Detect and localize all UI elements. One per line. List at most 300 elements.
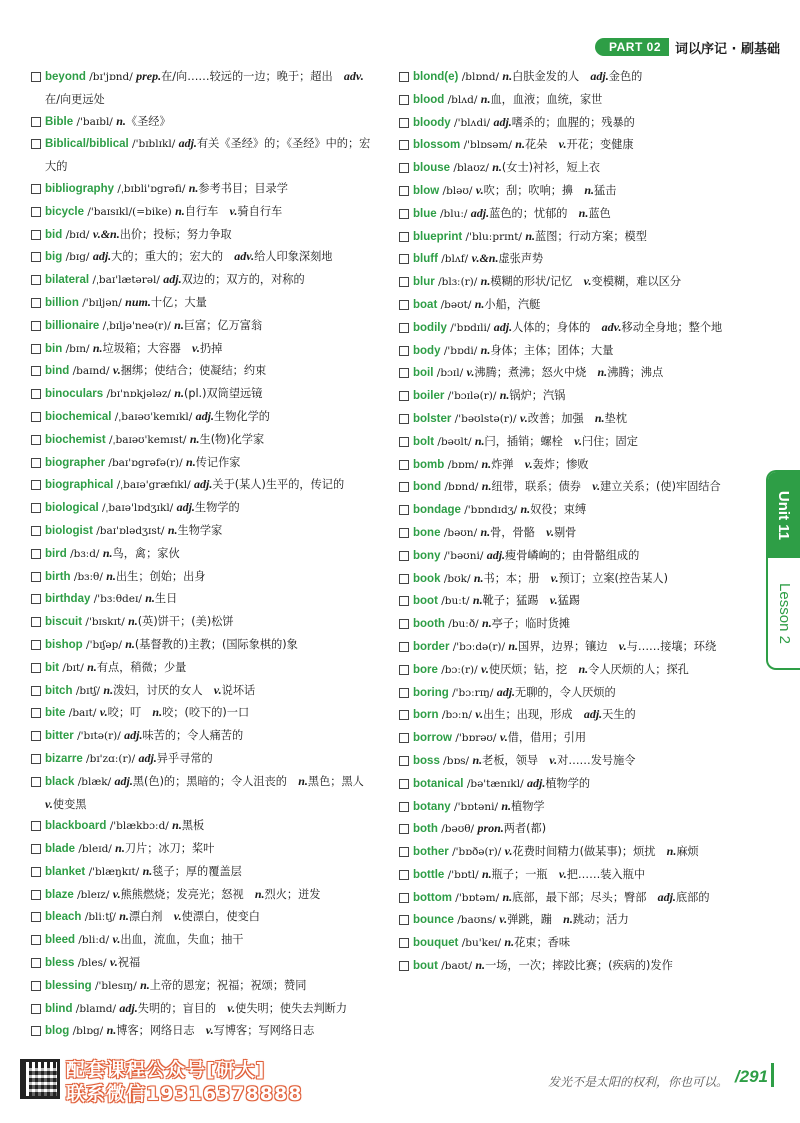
- entry-phonetic: /bəʊlt/: [434, 435, 475, 448]
- vocab-entry: [398, 841, 744, 864]
- entry-headword: bolt: [413, 435, 435, 448]
- entry-headword: blueprint: [413, 230, 463, 243]
- entry-headword: border: [413, 640, 450, 653]
- vocab-entry: [30, 815, 376, 838]
- entry-definition: prep.在/向……较远的一边；晚于；超出 adv.在/向更远处: [45, 69, 364, 106]
- entry-headword: booth: [413, 618, 445, 631]
- entry-headword: bleach: [45, 911, 82, 924]
- entry-phonetic: /bu'keɪ/: [458, 937, 505, 950]
- vocab-entry: [398, 932, 744, 955]
- entry-phonetic: /'bɜːθdeɪ/: [90, 593, 146, 606]
- entry-headword: blood: [413, 93, 445, 106]
- entry-phonetic: /'blesɪŋ/: [91, 979, 141, 992]
- entry-headword: bondage: [413, 504, 461, 517]
- entry-phonetic: /buːð/: [444, 618, 483, 631]
- entry-definition: num.十亿；大量: [125, 294, 207, 309]
- entry-definition: v.&n.虚张声势: [471, 251, 544, 266]
- entry-phonetic: /bɪ'zɑː(r)/: [82, 752, 139, 765]
- vocab-entry: [30, 497, 376, 520]
- entry-phonetic: /'blɒsəm/: [460, 139, 516, 152]
- entry-definition: n.生物学家: [167, 522, 223, 537]
- vocab-entry: [398, 271, 744, 294]
- vocab-entry: [30, 292, 376, 315]
- entry-phonetic: /bəʊθ/: [437, 823, 478, 836]
- vocab-entry: [398, 659, 744, 682]
- entry-headword: bid: [45, 228, 63, 241]
- entry-headword: bluff: [413, 253, 438, 266]
- entry-phonetic: /blæk/: [74, 775, 115, 788]
- vocab-entry: [30, 360, 376, 383]
- vocab-entry: [398, 180, 744, 203]
- vocab-entry: [30, 657, 376, 680]
- entry-phonetic: /bləʊ/: [439, 184, 476, 197]
- entry-phonetic: /bɜːθ/: [70, 570, 107, 583]
- vocab-entry: [30, 452, 376, 475]
- vocab-entry: [30, 861, 376, 884]
- entry-headword: beyond: [45, 71, 86, 83]
- right-column: [398, 66, 744, 978]
- entry-headword: bone: [413, 526, 441, 539]
- vocab-entry: [398, 89, 744, 112]
- entry-headword: boring: [413, 686, 449, 699]
- vocab-entry: [30, 929, 376, 952]
- entry-definition: v.弹跳，蹦 n.跳动；活力: [499, 912, 629, 927]
- vocab-entry: [398, 66, 744, 89]
- entry-definition: n.一场，一次；摔跤比赛；(疾病的)发作: [475, 958, 673, 973]
- vocab-entry: [30, 588, 376, 611]
- entry-definition: adj.黑(色)的；黑暗的；令人沮丧的 n.黑色；黑人 v.使变黑: [45, 773, 376, 811]
- entry-phonetic: /bliːtʃ/: [81, 911, 120, 924]
- entry-definition: v.咬；叮 n.咬；(咬下的)一口: [99, 705, 250, 720]
- entry-headword: boot: [413, 595, 438, 608]
- entry-phonetic: /blɒg/: [69, 1025, 107, 1038]
- entry-definition: n.植物学: [501, 798, 545, 813]
- entry-phonetic: /bɜːd/: [66, 547, 103, 560]
- entry-headword: bloody: [413, 116, 451, 129]
- vocab-entry: [30, 178, 376, 201]
- entry-headword: blackboard: [45, 820, 107, 833]
- vocab-entry: [30, 680, 376, 703]
- entry-definition: n.黑板: [172, 818, 205, 833]
- entry-phonetic: /'bɒdi/: [440, 344, 481, 357]
- entry-headword: bodily: [413, 321, 447, 334]
- entry-definition: n.炸弹 v.轰炸；惨败: [481, 456, 589, 471]
- entry-headword: biochemical: [45, 410, 112, 423]
- entry-definition: adj.关于(某人)生平的，传记的: [194, 477, 345, 492]
- entry-phonetic: /bɒm/: [444, 458, 482, 471]
- page-header: [595, 36, 780, 58]
- entry-phonetic: /ˌbɪljə'neə(r)/: [99, 319, 175, 332]
- entry-definition: adj.生物学的: [176, 500, 240, 515]
- entry-headword: bond: [413, 481, 442, 494]
- entry-phonetic: /ˌbaɪə'græfɪkl/: [113, 479, 195, 492]
- vocab-entry: [30, 566, 376, 589]
- vocab-entry: [398, 818, 744, 841]
- entry-phonetic: /baʊt/: [437, 960, 476, 973]
- entry-headword: biographer: [45, 456, 106, 469]
- page-number: /291: [734, 1067, 768, 1086]
- entry-headword: blue: [413, 207, 437, 220]
- entry-phonetic: /bəʊn/: [440, 526, 481, 539]
- entry-definition: n.小船，汽艇: [474, 296, 541, 311]
- entry-definition: adj.生物化学的: [195, 408, 270, 423]
- vocab-entry: [398, 112, 744, 135]
- entry-definition: adj.植物学的: [527, 775, 591, 790]
- entry-definition: n.闩，插销；螺栓 v.闩住；固定: [474, 433, 638, 448]
- vocab-entry: [398, 773, 744, 796]
- entry-phonetic: /blɒnd/: [458, 71, 503, 83]
- vocab-entry: [398, 909, 744, 932]
- entry-headword: bomb: [413, 458, 445, 471]
- entry-phonetic: /'bɒtəni/: [450, 800, 502, 813]
- vocab-entry: [398, 203, 744, 226]
- entry-definition: v.使厌烦；钻，挖 n.令人厌烦的人；探孔: [481, 661, 689, 676]
- entry-phonetic: /bɪn/: [62, 342, 93, 355]
- entry-phonetic: /blaʊz/: [450, 162, 493, 175]
- entry-phonetic: /'bɪskɪt/: [82, 616, 129, 629]
- entry-headword: big: [45, 251, 63, 264]
- entry-headword: boil: [413, 367, 434, 380]
- vocab-entry: [398, 522, 744, 545]
- entry-phonetic: /bɪt/: [59, 661, 88, 674]
- entry-definition: n.书；本；册 v.预订；立案(控告某人): [473, 570, 668, 585]
- vocab-entry: [30, 906, 376, 929]
- vocab-entry: [398, 499, 744, 522]
- entry-definition: n.有点，稍微；少量: [87, 659, 187, 674]
- side-tab-lesson: [768, 558, 800, 668]
- vocab-entry: [398, 545, 744, 568]
- entry-headword: black: [45, 775, 75, 788]
- vocab-entry: [30, 269, 376, 292]
- entry-phonetic: /bʊk/: [440, 572, 474, 585]
- page-footer: [0, 1055, 800, 1105]
- qr-code-icon: [20, 1059, 60, 1099]
- entry-headword: billion: [45, 296, 79, 309]
- entry-phonetic: /ˌbaɪəʊ'kemɪst/: [105, 433, 190, 446]
- entry-headword: book: [413, 572, 441, 585]
- entry-phonetic: /'baɪbl/: [73, 115, 117, 128]
- vocab-entry: [398, 385, 744, 408]
- entry-phonetic: /ˌbaɪəʊ'kemɪkl/: [111, 410, 196, 423]
- entry-headword: born: [413, 709, 439, 722]
- entry-headword: biologist: [45, 524, 93, 537]
- entry-definition: v.熊熊燃烧；发亮光；怒视 n.烈火；迸发: [112, 886, 321, 901]
- entry-headword: bother: [413, 846, 449, 859]
- side-tab-unit: [768, 472, 800, 558]
- entry-phonetic: /'bɔːrɪŋ/: [448, 686, 497, 699]
- unit-side-tab: [766, 470, 800, 670]
- entry-phonetic: /baɪ'ɒgrəfə(r)/: [105, 456, 187, 469]
- entry-definition: n.泼妇，讨厌的女人 v.说坏话: [103, 682, 256, 697]
- vocab-entry: [398, 568, 744, 591]
- entry-phonetic: /bleɪd/: [75, 843, 116, 856]
- entry-phonetic: /baɪnd/: [69, 365, 113, 378]
- vocab-entry: [30, 1020, 376, 1043]
- entry-definition: n.国界，边界；镶边 v.与……接壤；环绕: [508, 638, 717, 653]
- entry-definition: pron.两者(都): [477, 821, 547, 836]
- entry-headword: blind: [45, 1002, 73, 1015]
- vocab-entry: [30, 338, 376, 361]
- entry-phonetic: /blʌf/: [437, 253, 472, 266]
- entry-definition: adj.嗜杀的；血腥的；残暴的: [493, 114, 635, 129]
- entry-headword: bit: [45, 661, 60, 674]
- entry-phonetic: /baʊns/: [453, 914, 500, 927]
- entry-definition: adj.异乎寻常的: [138, 750, 213, 765]
- entry-headword: both: [413, 823, 438, 836]
- entry-definition: n.模糊的形状/记忆 v.变模糊，难以区分: [480, 274, 682, 289]
- footer-motto: 发光不是太阳的权利，你也可以。: [547, 1075, 728, 1089]
- entry-headword: boiler: [413, 390, 445, 403]
- vocab-entry: [30, 998, 376, 1021]
- entry-phonetic: /bɒs/: [439, 754, 473, 767]
- vocab-entry: [30, 406, 376, 429]
- entry-phonetic: /'blæŋkɪt/: [85, 865, 143, 878]
- vocab-entry: [398, 682, 744, 705]
- entry-phonetic: /'baɪsɪkl/(=bike): [84, 205, 176, 218]
- vocab-entry: [398, 317, 744, 340]
- vocab-entry: [398, 454, 744, 477]
- entry-definition: n.《圣经》: [116, 113, 171, 128]
- vocab-entry: [398, 476, 744, 499]
- entry-phonetic: /bleɪz/: [73, 888, 113, 901]
- entry-definition: n.老板，领导 v.对……发号施令: [472, 752, 636, 767]
- vocab-entry: [398, 955, 744, 978]
- entry-headword: blessing: [45, 979, 92, 992]
- entry-phonetic: /'bɔːdə(r)/: [449, 640, 509, 653]
- entry-definition: n.鸟，禽；家伙: [102, 545, 180, 560]
- entry-definition: n.底部，最下部；尽头；臀部 adj.底部的: [502, 889, 710, 904]
- entry-headword: blouse: [413, 162, 451, 175]
- entry-phonetic: /'bəʊlstə(r)/: [451, 412, 520, 425]
- entry-definition: v.捆绑；使结合；使凝结；约束: [112, 363, 267, 378]
- entry-definition: n.靴子；猛踢 v.猛踢: [472, 593, 581, 608]
- entry-phonetic: /'bluːprɪnt/: [462, 230, 526, 243]
- entry-headword: body: [413, 344, 441, 357]
- entry-phonetic: /'bɒdɪli/: [446, 321, 494, 334]
- watermark-line-2: 联系微信19316378888: [66, 1083, 303, 1105]
- entry-definition: n.生日: [145, 591, 178, 606]
- entry-definition: n.上帝的恩宠；祝福；祝颂；赞同: [140, 977, 307, 992]
- entry-definition: n.骨，骨骼 v.剔骨: [480, 524, 577, 539]
- entry-definition: n.生(物)化学家: [189, 431, 265, 446]
- entry-headword: bottle: [413, 868, 445, 881]
- entry-headword: biological: [45, 502, 99, 515]
- entry-definition: n.花束；香味: [504, 935, 571, 950]
- vocab-entry: [30, 224, 376, 247]
- vocab-entry: [398, 613, 744, 636]
- entry-headword: blossom: [413, 139, 461, 152]
- entry-phonetic: /bə'tænɪkl/: [463, 777, 527, 790]
- entry-headword: borrow: [413, 732, 452, 745]
- entry-phonetic: /'bɪblɪkl/: [128, 138, 179, 151]
- entry-phonetic: /bɔɪl/: [433, 367, 467, 380]
- entry-headword: bicycle: [45, 205, 84, 218]
- entry-headword: bony: [413, 549, 441, 562]
- entry-definition: n.漂白剂 v.使漂白，使变白: [119, 909, 260, 924]
- entry-phonetic: /'bɪljən/: [78, 296, 126, 309]
- vocab-entry: [30, 246, 376, 269]
- entry-headword: botany: [413, 800, 451, 813]
- vocab-entry: [30, 634, 376, 657]
- entry-definition: n.花朵 v.开花；变健康: [515, 137, 634, 152]
- entry-definition: n.刀片；冰刀；桨叶: [115, 841, 215, 856]
- entry-definition: n.参考书目；目录学: [188, 180, 288, 195]
- entry-headword: blond(e): [413, 71, 459, 83]
- entry-headword: bind: [45, 365, 70, 378]
- vocab-entry: [398, 727, 744, 750]
- entry-phonetic: /bɒnd/: [441, 481, 482, 494]
- entry-phonetic: /bliːd/: [75, 934, 113, 947]
- vocab-entry: [398, 362, 744, 385]
- entry-headword: bin: [45, 342, 63, 355]
- entry-definition: n.血，血液；血统，家世: [480, 91, 603, 106]
- side-tab-lesson-label: Lesson 2: [775, 582, 793, 644]
- vocab-entry: [398, 590, 744, 613]
- entry-phonetic: /blʌd/: [444, 93, 481, 106]
- vocab-entry: [398, 408, 744, 431]
- entry-headword: blanket: [45, 865, 86, 878]
- entry-definition: v.借，借用；引用: [499, 730, 587, 745]
- entry-definition: adj.有关《圣经》的；《圣经》中的；宏大的: [45, 136, 371, 174]
- entry-definition: v.出生；出现，形成 adj.天生的: [475, 707, 636, 722]
- entry-phonetic: /'bɪtə(r)/: [73, 730, 125, 743]
- entry-definition: adj.无聊的，令人厌烦的: [496, 684, 616, 699]
- entry-definition: adj.瘦骨嶙峋的；由骨骼组成的: [486, 547, 640, 562]
- entry-headword: biscuit: [45, 616, 83, 629]
- header-title: 词以序记 · 刷基础: [675, 41, 780, 57]
- entry-phonetic: /bəʊt/: [437, 298, 475, 311]
- vocab-entry: [30, 838, 376, 861]
- entry-phonetic: /bɪ'nɒkjələz/: [103, 388, 175, 401]
- entry-headword: bottom: [413, 891, 452, 904]
- vocab-entry: [30, 771, 376, 816]
- entry-headword: bout: [413, 960, 438, 973]
- entry-headword: boss: [413, 754, 440, 767]
- entry-headword: Bible: [45, 115, 74, 128]
- entry-phonetic: /bɔː(r)/: [437, 663, 482, 676]
- vocab-entry: [30, 884, 376, 907]
- entry-phonetic: /'bɒtəm/: [451, 891, 503, 904]
- entry-headword: billionaire: [45, 319, 100, 332]
- entry-headword: bounce: [413, 914, 454, 927]
- entry-definition: n.身体；主体；团体；大量: [480, 342, 614, 357]
- entry-headword: bore: [413, 663, 438, 676]
- entry-definition: v.沸腾；煮沸；怒火中烧 n.沸腾；沸点: [466, 365, 664, 380]
- entry-definition: n.(基督教的)主教；(国际象棋的)象: [125, 636, 298, 651]
- entry-phonetic: /'bɒtl/: [444, 868, 482, 881]
- entry-headword: bitter: [45, 730, 74, 743]
- entry-headword: blog: [45, 1025, 70, 1038]
- vocab-entry: [30, 383, 376, 406]
- entry-headword: blow: [413, 184, 440, 197]
- entry-phonetic: /'blækbɔːd/: [106, 820, 173, 833]
- entry-definition: n.奴役；束缚: [520, 502, 587, 517]
- vocab-entry: [30, 543, 376, 566]
- entry-definition: n.亭子；临时货摊: [482, 616, 571, 631]
- entry-headword: blaze: [45, 888, 74, 901]
- vocab-entry: [30, 429, 376, 452]
- entry-phonetic: /'bɒndɪdʒ/: [460, 504, 521, 517]
- entry-definition: v.改善；加强 n.垫枕: [519, 410, 627, 425]
- vocab-entry: [30, 725, 376, 748]
- entry-definition: n.出生；创始；出身: [106, 568, 206, 583]
- entry-phonetic: /'bəʊni/: [440, 549, 487, 562]
- entry-definition: adj.味苦的；令人痛苦的: [124, 728, 244, 743]
- entry-definition: n.(英)饼干；(美)松饼: [128, 614, 234, 629]
- entry-headword: birth: [45, 570, 71, 583]
- entry-definition: adj.大的；重大的；宏大的 adv.给人印象深刻地: [92, 249, 333, 264]
- entry-definition: n.博客；网络日志 v.写博客；写网络日志: [106, 1023, 315, 1038]
- entry-definition: n.毯子；厚的覆盖层: [142, 863, 242, 878]
- entry-phonetic: /baɪt/: [65, 707, 100, 720]
- vocab-entry: [30, 702, 376, 725]
- entry-phonetic: /ˌbaɪ'lætərəl/: [89, 274, 164, 287]
- vocab-entry: [398, 134, 744, 157]
- entry-phonetic: /ˌbaɪə'lɒdʒɪkl/: [98, 502, 177, 515]
- vocab-entry: [30, 611, 376, 634]
- part-badge: PART 02: [595, 38, 669, 56]
- entry-definition: n.瓶子；一瓶 v.把……装入瓶中: [481, 866, 646, 881]
- vocab-entry: [398, 887, 744, 910]
- entry-headword: blur: [413, 276, 435, 289]
- entry-definition: n.白肤金发的人 adj.金色的: [502, 69, 643, 83]
- entry-headword: bouquet: [413, 937, 459, 950]
- entry-definition: adj.双边的；双方的，对称的: [163, 272, 305, 287]
- entry-headword: botanical: [413, 777, 464, 790]
- entry-headword: binoculars: [45, 388, 104, 401]
- entry-definition: n.巨富；亿万富翁: [174, 317, 263, 332]
- entry-phonetic: /bluː/: [436, 207, 471, 220]
- vocab-entry: [30, 133, 376, 178]
- entry-headword: biographical: [45, 479, 114, 492]
- vocab-entry: [398, 431, 744, 454]
- entry-phonetic: /blɜː(r)/: [434, 276, 481, 289]
- vocab-entry: [398, 248, 744, 271]
- entry-definition: v.&n.出价；投标；努力争取: [92, 226, 232, 241]
- entry-phonetic: /bɪ'jɒnd/: [85, 71, 137, 83]
- entry-headword: boat: [413, 298, 438, 311]
- vocab-entry: [398, 750, 744, 773]
- entry-headword: biochemist: [45, 433, 106, 446]
- entry-definition: v.花费时间精力(做某事)；烦扰 n.麻烦: [504, 844, 699, 859]
- vocab-entry: [398, 864, 744, 887]
- page-number-bar: [771, 1063, 774, 1087]
- entry-phonetic: /buːt/: [437, 595, 473, 608]
- left-column: [30, 66, 376, 1043]
- entry-phonetic: /ˌbɪbli'ɒgrəfi/: [114, 182, 189, 195]
- entry-phonetic: /bles/: [74, 957, 110, 970]
- entry-definition: v.出血，流血，失血；抽干: [112, 932, 244, 947]
- vocab-entry: [398, 796, 744, 819]
- entry-phonetic: /'blʌdi/: [450, 116, 494, 129]
- entry-headword: bolster: [413, 412, 452, 425]
- entry-headword: blade: [45, 843, 76, 856]
- vocab-entry: [398, 157, 744, 180]
- entry-definition: n.纽带，联系；债券 v.建立关系；(使)牢固结合: [481, 479, 721, 494]
- entry-definition: adj.蓝色的；忧郁的 n.蓝色: [470, 205, 611, 220]
- entry-phonetic: /blaɪnd/: [72, 1002, 120, 1015]
- entry-definition: adj.人体的；身体的 adv.移动全身地；整个地: [493, 319, 723, 334]
- entry-headword: bibliography: [45, 182, 114, 195]
- vocab-entry: [30, 975, 376, 998]
- entry-definition: n.锅炉；汽锅: [499, 388, 566, 403]
- entry-headword: bitch: [45, 684, 73, 697]
- entry-definition: n.自行车 v.骑自行车: [175, 203, 283, 218]
- vocab-entry: [30, 66, 376, 111]
- entry-phonetic: /'bɔɪlə(r)/: [444, 390, 500, 403]
- vocab-entry: [30, 201, 376, 224]
- entry-definition: v.祝福: [109, 955, 141, 970]
